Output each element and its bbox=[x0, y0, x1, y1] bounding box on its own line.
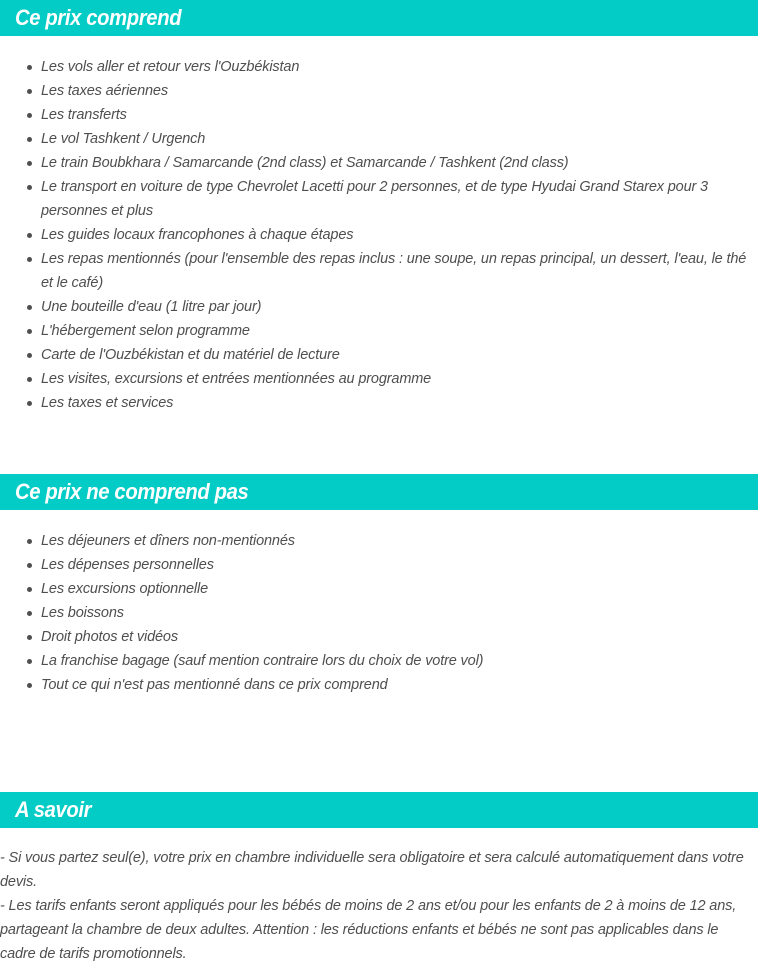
list-item: Le vol Tashkent / Urgench bbox=[0, 127, 758, 151]
spacer-excluded-notes bbox=[0, 697, 758, 792]
list-item: Une bouteille d'eau (1 litre par jour) bbox=[0, 295, 758, 319]
list-item: L'hébergement selon programme bbox=[0, 319, 758, 343]
list-item: Les dépenses personnelles bbox=[0, 553, 758, 577]
section-header-excluded bbox=[0, 474, 758, 510]
list-item: Les boissons bbox=[0, 601, 758, 625]
list-item: Les visites, excursions et entrées mentionnées au programme bbox=[0, 367, 758, 391]
excluded-list-block bbox=[0, 510, 758, 697]
excluded-items-list bbox=[0, 529, 758, 697]
list-item: Droit photos et vidéos bbox=[0, 625, 758, 649]
list-item: Tout ce qui n'est pas mentionné dans ce prix comprend bbox=[0, 673, 758, 697]
list-item: Le train Boubkhara / Samarcande (2nd class) et Samarcande / Tashkent (2nd class) bbox=[0, 151, 758, 175]
note-paragraph: - Les tarifs enfants seront appliqués pour les bébés de moins de 2 ans et/ou pour les enfants de 2 à moins de 12 ans, partageant la chambre de deux adultes. Attention : les réductions enfants et bébés ne sont pas applicables dans le cadre de tarifs promotionnels. bbox=[0, 898, 737, 962]
section-header-included bbox=[0, 0, 758, 36]
list-item: Les repas mentionnés (pour l'ensemble des repas inclus : une soupe, un repas principal, un dessert, l'eau, le thé et le café) bbox=[0, 247, 758, 295]
notes-block bbox=[0, 828, 758, 966]
included-items-list bbox=[0, 55, 758, 415]
list-item: Les taxes aériennes bbox=[0, 79, 758, 103]
list-item: Carte de l'Ouzbékistan et du matériel de lecture bbox=[0, 343, 758, 367]
note-paragraph: - Si vous partez seul(e), votre prix en chambre individuelle sera obligatoire et sera calculé automatiquement dans votre devis. bbox=[0, 850, 744, 890]
list-item: Le transport en voiture de type Chevrolet Lacetti pour 2 personnes, et de type Hyudai Grand Starex pour 3 personnes et plus bbox=[0, 175, 758, 223]
list-item: Les excursions optionnelle bbox=[0, 577, 758, 601]
section-title-included: Ce prix comprend bbox=[15, 5, 182, 30]
section-title-notes: A savoir bbox=[15, 797, 92, 822]
list-item: Les vols aller et retour vers l'Ouzbékistan bbox=[0, 55, 758, 79]
list-item: Les guides locaux francophones à chaque étapes bbox=[0, 223, 758, 247]
section-header-notes bbox=[0, 792, 758, 828]
spacer-included-excluded bbox=[0, 415, 758, 474]
list-item: Les taxes et services bbox=[0, 391, 758, 415]
included-list-block bbox=[0, 36, 758, 415]
section-title-excluded: Ce prix ne comprend pas bbox=[15, 479, 249, 504]
list-item: Les transferts bbox=[0, 103, 758, 127]
list-item: Les déjeuners et dîners non-mentionnés bbox=[0, 529, 758, 553]
list-item: La franchise bagage (sauf mention contraire lors du choix de votre vol) bbox=[0, 649, 758, 673]
